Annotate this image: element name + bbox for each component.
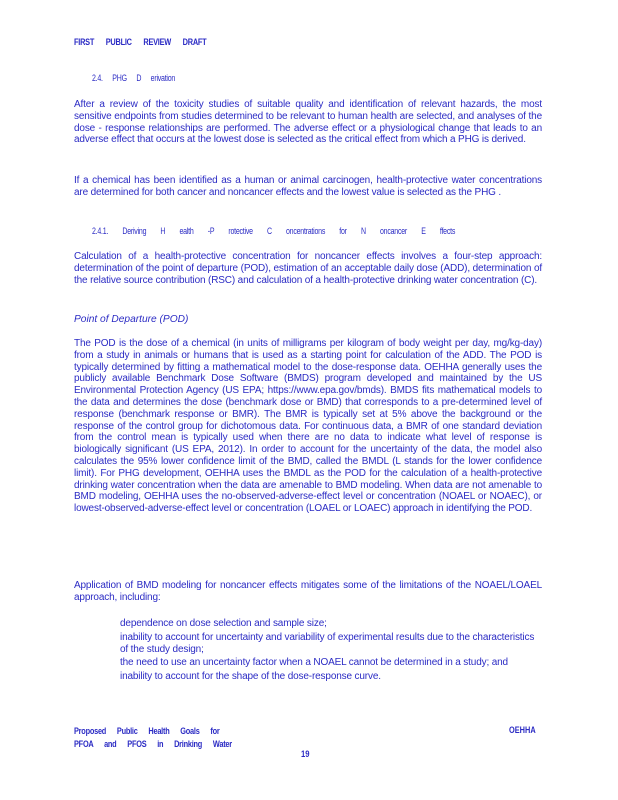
- page-number: 19: [301, 749, 310, 759]
- subsection-number: 2.4.1.: [92, 226, 109, 236]
- pod-heading: Point of Departure (POD): [74, 314, 189, 325]
- section-title: PHG D erivation: [112, 73, 176, 83]
- subsection-heading: [92, 226, 455, 236]
- list-item: [99, 671, 543, 683]
- footer-title: [74, 725, 232, 751]
- list-item-text: dependence on dose selection and sample size;: [120, 618, 327, 629]
- limitations-list: [99, 618, 543, 685]
- section-number: 2.4.: [92, 73, 103, 83]
- list-item-text: inability to account for the shape of the dose-response curve.: [120, 671, 381, 683]
- section-paragraph-2: If a chemical has been identified as a human or animal carcinogen, health-protective water concentrations are determined for both cancer and noncancer effects and the lowest value is selected as the PHG .: [74, 175, 542, 198]
- bmd-paragraph: Application of BMD modeling for noncancer effects mitigates some of the limitations of the NOAEL/LOAEL approach, including:: [74, 580, 542, 603]
- subsection-paragraph: Calculation of a health-protective concentration for noncancer effects involves a four-step approach: determination of the point of departure (POD), estimation of an acceptable daily dose (ADD), determination of the relative source contribution (RSC) and calculation of a health-protective drinking water concentration (C).: [74, 251, 542, 286]
- list-item: [99, 632, 543, 656]
- pod-paragraph: The POD is the dose of a chemical (in units of milligrams per kilogram of body weight per day, mg/kg-day) from a study in animals or humans that is used as a starting point for calculation of the ADD. The POD is typically determined by fitting a mathematical model to the dose-response data. OEHHA generally uses the publicly available Benchmark Dose Software (BMDS) program developed and maintained by the US Environmental Protection Agency (US EPA; https://www.epa.gov/bmds). BMDS fits mathematical models to the data and determines the dose (benchmark dose or BMD) that corresponds to a pre-determined level of response (benchmark response or BMR). The BMR is typically set at 5% above the background or the response of the control group for dichotomous data. For continuous data, a BMR of one standard deviation from the control mean is typically used when there are no data to indicate what level of response is biologically significant (US EPA, 2012). In order to account for the uncertainty of the data, the model also calculates the 95% lower confidence limit of the BMD, called the BMDL (L stands for the lower confidence limit). For PHG development, OEHHA uses the BMDL as the POD for the calculation of a health-protective drinking water concentration when the data are amenable to BMD modeling. When data are not amenable to BMD modeling, OEHHA uses the no-observed-adverse-effect level or concentration (NOAEL or NOAEC), or lowest-observed-adverse-effect level or concentration (LOAEL or LOAEC) approach in identifying the POD.: [74, 338, 542, 515]
- subsection-title: Deriving H ealth -P rotective C oncentrations for N oncancer E ffects: [122, 226, 456, 236]
- list-item-text: inability to account for uncertainty and variability of experimental results due to the characteristics of the study design;: [120, 631, 535, 655]
- list-item-text: the need to use an uncertainty factor when a NOAEL cannot be determined in a study; and: [120, 657, 508, 669]
- list-item: [99, 618, 543, 630]
- section-paragraph-1: After a review of the toxicity studies of suitable quality and identification of relevant hazards, the most sensitive endpoints from studies determined to be relevant to human health are selected, and analyses of the dose - response relationships are performed. The adverse effect or a physiological change that leads to an adverse effect that occurs at the lowest dose is selected as the critical effect from which a PHG is derived.: [74, 99, 542, 146]
- section-heading: [92, 73, 175, 83]
- footer-line-1: Proposed Public Health Goals for: [74, 726, 220, 736]
- list-item: [99, 657, 543, 669]
- footer-agency: OEHHA: [509, 725, 536, 735]
- draft-header: FIRST PUBLIC REVIEW DRAFT: [74, 37, 207, 47]
- footer-line-2: PFOA and PFOS in Drinking Water: [74, 739, 232, 749]
